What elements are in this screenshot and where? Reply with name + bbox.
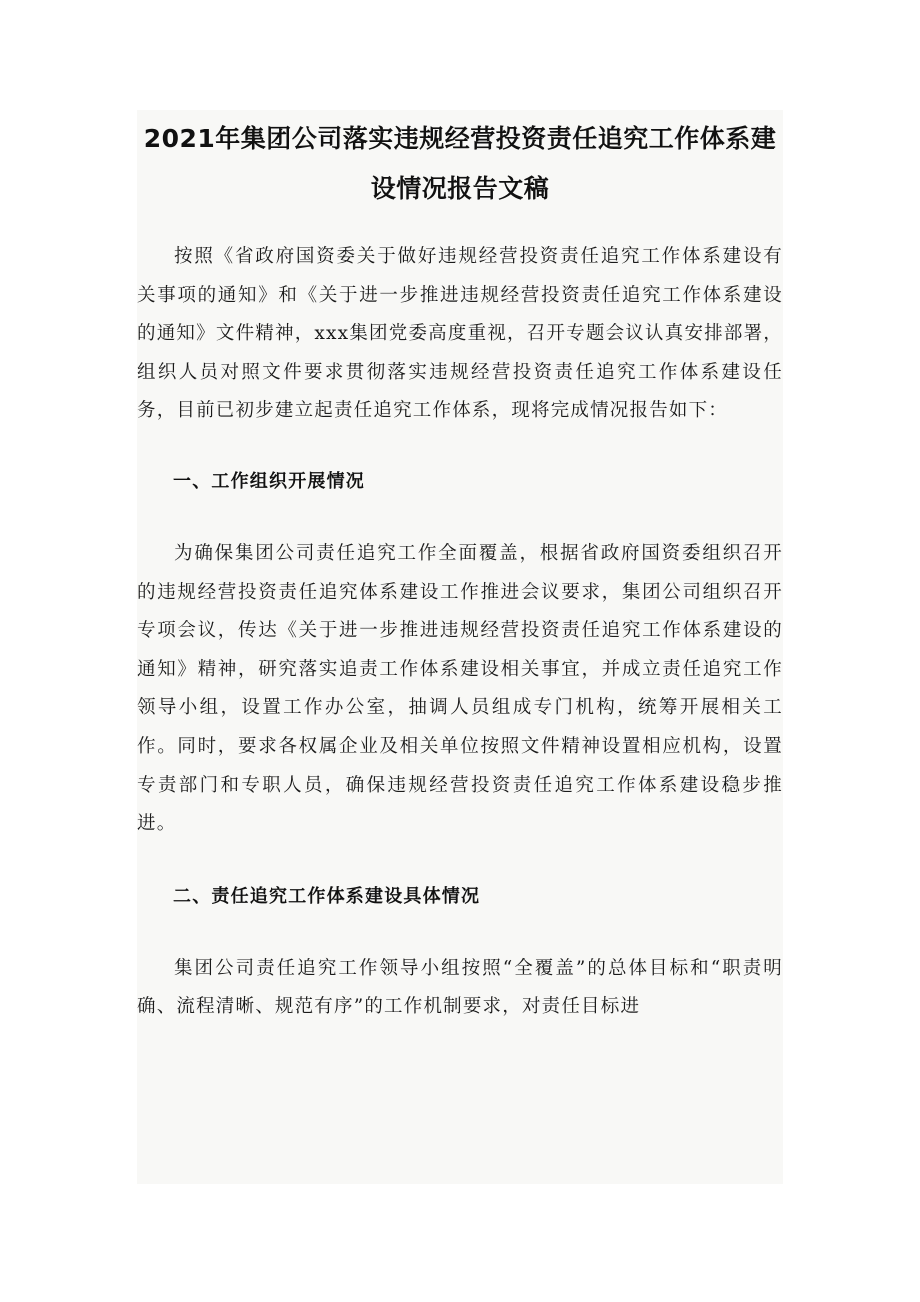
intro-paragraph: 按照《省政府国资委关于做好违规经营投资责任追究工作体系建设有关事项的通知》和《关于进一步推进违规经营投资责任追究工作体系建设的通知》文件精神，xxx集团党委高度重视，召开专题会议认真安排部署，组织人员对照文件要求贯彻落实违规经营投资责任追究工作体系建设任务，目前已初步建立起责任追究工作体系，现将完成情况报告如下：: [137, 246, 783, 422]
section-2-heading: 二、责任追究工作体系建设具体情况: [173, 885, 481, 907]
section-1-heading: 一、工作组织开展情况: [173, 470, 365, 492]
section-1-paragraph: 为确保集团公司责任追究工作全面覆盖，根据省政府国资委组织召开的违规经营投资责任追究体系建设工作推进会议要求，集团公司组织召开专项会议，传达《关于进一步推进违规经营投资责任追究工作体系建设的通知》精神，研究落实追责工作体系建设相关事宜，并成立责任追究工作领导小组，设置工作办公室，抽调人员组成专门机构，统筹开展相关工作。同时，要求各权属企业及相关单位按照文件精神设置相应机构，设置专责部门和专职人员，确保违规经营投资责任追究工作体系建设稳步推进。: [137, 542, 783, 835]
document-page: [137, 110, 783, 1184]
section-2-paragraph: 集团公司责任追究工作领导小组按照“全覆盖”的总体目标和“职责明确、流程清晰、规范有序”的工作机制要求，对责任目标进: [137, 957, 783, 1018]
document-title: 2021年集团公司落实违规经营投资责任追究工作体系建设情况报告文稿: [143, 124, 777, 203]
